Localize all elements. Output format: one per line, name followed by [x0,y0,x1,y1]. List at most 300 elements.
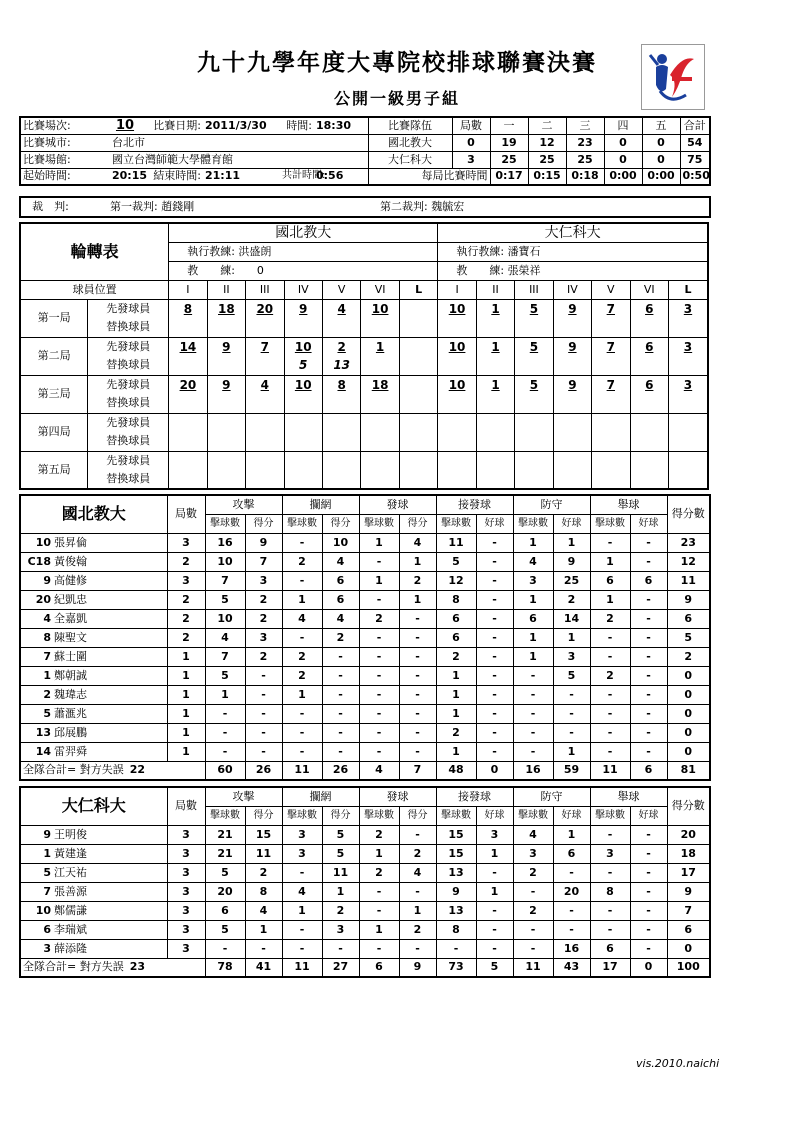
stat-value: - [630,901,667,920]
page-subtitle: 公開一級男子組 [333,89,460,108]
stat-value: 3 [553,647,590,666]
team-b-block-header: 攔網 [282,787,359,806]
referee-label: 裁 判: [20,197,80,217]
stat-value: 1 [476,844,513,863]
team-b-subheader-2: 得分 [245,806,282,825]
player-name: 蕭滙兆 [54,706,87,720]
stat-value: - [322,647,359,666]
stat-value: 4 [399,863,436,882]
total-value: 11 [282,761,322,780]
player-name: 雷羿舜 [54,744,87,758]
stat-value: 2 [513,863,553,882]
lineup-starter-number: 9 [553,337,591,356]
table-row [20,901,710,920]
stat-value: 1 [399,901,436,920]
stat-value: 0 [667,685,710,704]
stat-value: 4 [513,825,553,844]
stat-value: - [630,939,667,958]
lineup-starter-number [399,451,438,470]
stat-value: 1 [513,647,553,666]
lineup-starter-number [361,451,399,470]
stat-value: - [476,742,513,761]
stat-value: 1 [513,590,553,609]
lineup-starter-number: 7 [592,337,630,356]
stat-value: - [476,552,513,571]
team-a-coach-label: 教 練: [187,263,235,277]
player-name: 蘇士圍 [54,649,87,663]
stat-value: 2 [667,647,710,666]
team-b-stats-title: 大仁科大 [20,787,167,825]
player-number: C18 [27,554,51,568]
player-number: 7 [43,884,51,898]
team-a-defense-header: 防守 [513,495,590,514]
lineup-starter-number: 6 [630,337,668,356]
opponent-errors: 23 [129,960,146,974]
lineup-starter-number: 8 [322,375,360,394]
stat-value: 1 [513,533,553,552]
lineup-team-a-name: 國北教大 [169,223,438,242]
stat-value: - [476,920,513,939]
lineup-starter-number: 10 [284,337,322,356]
first-referee [80,197,380,217]
city-label: 比賽城市: [20,134,110,151]
stat-value: 1 [399,552,436,571]
stat-value: - [282,742,322,761]
stat-value: 6 [436,609,476,628]
stat-value: 15 [436,825,476,844]
lineup-sub-number [630,356,668,375]
total-value: 78 [205,958,245,977]
lineup-sub-number [476,394,514,413]
stat-value: - [476,863,513,882]
team-b-subheader-9: 擊球數 [513,806,553,825]
match-info-table [19,116,711,186]
team-a-receive-header: 接發球 [436,495,513,514]
lineup-sub-number [592,356,630,375]
stat-value: 3 [167,882,205,901]
team-b-player [20,844,167,863]
score-team-b-name: 大仁科大 [368,151,452,168]
team-b-player [20,825,167,844]
stat-value: 1 [359,920,399,939]
stat-value: 3 [282,825,322,844]
stat-value: 3 [167,920,205,939]
lineup-starter-number: 9 [553,375,591,394]
team-b-player [20,882,167,901]
total-value: 0 [476,761,513,780]
score-team-b-s3: 25 [566,151,604,168]
total-value: 60 [205,761,245,780]
lineup-starter-number: 18 [207,299,245,318]
stat-value: 3 [167,825,205,844]
lineup-starter-number: 3 [668,337,708,356]
stat-value: - [590,533,630,552]
stat-value: 1 [359,844,399,863]
stat-value: 0 [667,666,710,685]
lineup-starter-number: 4 [322,299,360,318]
lineup-starter-number [399,413,438,432]
stat-value: - [476,571,513,590]
stat-value: 2 [436,723,476,742]
stat-value: - [359,647,399,666]
lineup-sub-number [207,318,245,337]
lineup-sub-number [668,470,708,489]
lineup-starter-number [438,451,476,470]
lineup-starter-number [592,451,630,470]
stat-value: - [590,863,630,882]
player-name: 張善源 [54,884,87,898]
stat-value: 13 [436,863,476,882]
lineup-starter-number [361,413,399,432]
stat-value: 6 [513,609,553,628]
stat-value: 18 [667,844,710,863]
stat-value: 1 [167,647,205,666]
table-row [20,552,710,571]
lineup-sub-number [476,318,514,337]
team-a-stats-title: 國北教大 [20,495,167,533]
date-value: 2011/3/30 [203,117,280,134]
stat-value: 2 [282,647,322,666]
sub-label: 替換球員 [88,432,169,451]
stat-value: 4 [282,609,322,628]
lineup-sub-number [399,318,438,337]
lineup-starter-number: 1 [476,375,514,394]
stat-value: - [630,742,667,761]
stat-value: - [245,939,282,958]
stat-value: 9 [436,882,476,901]
team-a-player [20,742,167,761]
stat-value: - [553,920,590,939]
lineup-sub-number [515,394,553,413]
stat-value: 9 [245,533,282,552]
lineup-starter-number [476,413,514,432]
stat-value: 4 [399,533,436,552]
stat-value: - [399,628,436,647]
team-b-subheader-8: 好球 [476,806,513,825]
lineup-sub-number [476,470,514,489]
total-value: 7 [399,761,436,780]
player-number: 5 [43,706,51,720]
lineup-starter-number: 18 [361,375,399,394]
stat-value: 1 [205,685,245,704]
stat-value: - [513,920,553,939]
lineup-starter-number: 7 [246,337,284,356]
lineup-starter-number: 5 [515,337,553,356]
stat-value: 3 [245,628,282,647]
lineup-starter-number [207,451,245,470]
stat-value: 6 [590,939,630,958]
team-a-player [20,552,167,571]
team-b-exec-coach-name: 潘寶石 [507,244,541,258]
team-a-total-label-cell [20,761,205,780]
stat-value: 2 [322,901,359,920]
lineup-sub-number [668,318,708,337]
stat-value: - [245,723,282,742]
stat-value: 10 [205,609,245,628]
lineup-sub-number [169,432,207,451]
score-header-set5: 五 [642,117,680,134]
page-title: 九十九學年度大專院校排球聯賽決賽 [197,49,597,76]
player-name: 江天祐 [54,865,87,879]
lineup-starter-number: 8 [169,299,207,318]
player-number: 20 [35,592,51,606]
score-team-a-s4: 0 [604,134,642,151]
lineup-starter-number: 1 [476,337,514,356]
table-row [20,704,710,723]
lineup-starter-number: 9 [553,299,591,318]
stat-value: 14 [553,609,590,628]
lineup-starter-number [322,451,360,470]
stat-value: - [476,666,513,685]
stat-value: 3 [282,844,322,863]
lineup-sub-number: 5 [284,356,322,375]
stat-value: 4 [282,882,322,901]
stat-value: 2 [590,609,630,628]
sub-label: 替換球員 [88,356,169,375]
stat-value: 21 [205,844,245,863]
stat-value: 1 [167,723,205,742]
stat-value: - [590,647,630,666]
stat-value: 2 [245,590,282,609]
stat-value: - [322,939,359,958]
lineup-sub-number [668,356,708,375]
stat-value: - [282,723,322,742]
lineup-starter-number [284,451,322,470]
stat-value: 2 [399,571,436,590]
player-number: 10 [35,903,51,917]
team-b-points-header: 得分數 [667,787,710,825]
stat-value: - [476,685,513,704]
lineup-set-name: 第五局 [20,451,88,489]
lineup-sub-number [592,394,630,413]
stat-value: 8 [245,882,282,901]
lineup-sub-number [438,318,476,337]
stat-value: - [513,882,553,901]
stat-value: - [436,939,476,958]
stat-value: 7 [245,552,282,571]
stat-value: - [399,685,436,704]
lineup-sub-number [515,432,553,451]
player-name: 鄭朝誠 [54,668,87,682]
stat-value: 1 [399,590,436,609]
team-a-block-header: 攔網 [282,495,359,514]
team-a-points-header: 得分數 [667,495,710,533]
lineup-sub-number [361,470,399,489]
table-row [20,533,710,552]
team-b-player [20,901,167,920]
lineup-sub-number [476,356,514,375]
lineup-sub-number [361,356,399,375]
stat-value: - [513,723,553,742]
lineup-starter-number: 10 [438,299,476,318]
stat-value: - [359,628,399,647]
player-number: 8 [43,630,51,644]
team-a-stats-table [19,494,711,781]
team-b-position-2: II [476,280,514,299]
lineup-set-name: 第四局 [20,413,88,451]
stat-value: 2 [553,590,590,609]
stat-value: 20 [553,882,590,901]
lineup-starter-number [668,413,708,432]
score-team-b-total: 75 [680,151,710,168]
lineup-sub-number [361,318,399,337]
team-a-subheader-2: 得分 [245,514,282,533]
stat-value: 6 [667,920,710,939]
lineup-sub-number [322,432,360,451]
stat-value: - [359,901,399,920]
team-a-player [20,647,167,666]
player-name: 全嘉凱 [54,611,87,625]
stat-value: 4 [513,552,553,571]
stat-value: 1 [167,742,205,761]
stat-value: 6 [436,628,476,647]
stat-value: - [476,704,513,723]
stat-value: 5 [205,590,245,609]
stat-value: - [282,704,322,723]
stat-value: - [245,704,282,723]
score-team-b-s1: 25 [490,151,528,168]
stat-value: - [245,685,282,704]
team-a-attack-header: 攻擊 [205,495,282,514]
stat-value: - [630,704,667,723]
stat-value: 1 [553,825,590,844]
stat-value: 1 [167,704,205,723]
team-a-position-6: VI [361,280,399,299]
first-referee-label: 第一裁判: [110,200,158,213]
total-value: 81 [667,761,710,780]
total-value: 16 [513,761,553,780]
lineup-sub-number [322,318,360,337]
total-row [20,958,710,977]
lineup-sub-number [169,356,207,375]
score-team-b-s4: 0 [604,151,642,168]
player-number: 13 [35,725,51,739]
total-time-label: 共計時間: [280,168,314,185]
stat-value: 11 [436,533,476,552]
team-b-subheader-3: 擊球數 [282,806,322,825]
stat-value: - [359,723,399,742]
lineup-starter-number: 1 [476,299,514,318]
stat-value: 9 [667,590,710,609]
lineup-sub-number [592,432,630,451]
team-a-exec-coach-name: 洪盛朗 [238,244,272,258]
player-name: 魏瑋志 [54,687,87,701]
lineup-sub-number [399,432,438,451]
lineup-starter-number [515,451,553,470]
lineup-sub-number [553,318,591,337]
stat-value: - [590,920,630,939]
stat-value: 15 [436,844,476,863]
stat-value: - [399,723,436,742]
lineup-starter-number [399,299,438,318]
lineup-sub-number [284,318,322,337]
lineup-starter-number: 14 [169,337,207,356]
volleyball-logo-icon [641,44,705,110]
stat-value: - [399,647,436,666]
player-name: 陳聖文 [54,630,87,644]
score-team-a-total: 54 [680,134,710,151]
lineup-starter-number [169,451,207,470]
team-b-coach-label: 教 練: [456,263,505,277]
lineup-sub-number [592,318,630,337]
player-number: 5 [43,865,51,879]
stat-value: 20 [205,882,245,901]
stat-value: - [630,882,667,901]
date-label: 比賽日期: [140,117,203,134]
lineup-sub-number [284,470,322,489]
lineup-sub-number [553,394,591,413]
team-b-sets-header: 局數 [167,787,205,825]
stat-value: - [513,742,553,761]
total-row [20,761,710,780]
stat-value: 6 [322,571,359,590]
lineup-sub-number [553,470,591,489]
position-label: 球員位置 [20,280,169,299]
referee-table [19,196,711,218]
stat-value: - [359,685,399,704]
team-a-position-2: II [207,280,245,299]
stat-value: 2 [359,609,399,628]
total-value: 5 [476,958,513,977]
team-a-exec-coach [169,242,438,261]
footer-version: vis.2010.naichi [636,1057,720,1070]
lineup-sub-number [207,394,245,413]
stat-value: - [399,939,436,958]
lineup-starter-number: 7 [592,299,630,318]
team-b-coach [438,261,708,280]
stat-value: - [359,742,399,761]
stat-value: 2 [359,863,399,882]
lineup-sub-number [207,470,245,489]
lineup-starter-number: 9 [207,337,245,356]
player-name: 薛添隆 [54,941,87,955]
lineup-starter-number: 2 [322,337,360,356]
set-time-2: 0:15 [528,168,566,185]
lineup-sub-number [515,356,553,375]
second-referee-label: 第二裁判: [380,200,428,213]
team-a-position-4: IV [284,280,322,299]
lineup-sub-number: 13 [322,356,360,375]
stat-value: 3 [590,844,630,863]
stat-value: 10 [322,533,359,552]
team-b-exec-coach-label: 執行教練: [456,244,505,258]
team-a-subheader-1: 擊球數 [205,514,245,533]
lineup-sub-number [169,394,207,413]
team-b-subheader-6: 得分 [399,806,436,825]
stat-value: 6 [205,901,245,920]
lineup-sub-number [246,318,284,337]
team-a-player [20,533,167,552]
table-row [20,685,710,704]
stat-value: 3 [167,939,205,958]
team-a-subheader-11: 擊球數 [590,514,630,533]
team-a-exec-coach-label: 執行教練: [187,244,235,258]
lineup-set-name: 第二局 [20,337,88,375]
team-a-player [20,628,167,647]
stat-value: 2 [245,863,282,882]
stat-value: 2 [167,590,205,609]
player-number: 14 [35,744,51,758]
stat-value: - [359,704,399,723]
second-referee-name: 魏毓宏 [431,200,465,213]
stat-value: - [630,685,667,704]
team-a-subheader-8: 好球 [476,514,513,533]
stat-value: 2 [399,920,436,939]
total-value: 48 [436,761,476,780]
stat-value: 3 [167,901,205,920]
stat-value: 3 [476,825,513,844]
team-a-subheader-10: 好球 [553,514,590,533]
